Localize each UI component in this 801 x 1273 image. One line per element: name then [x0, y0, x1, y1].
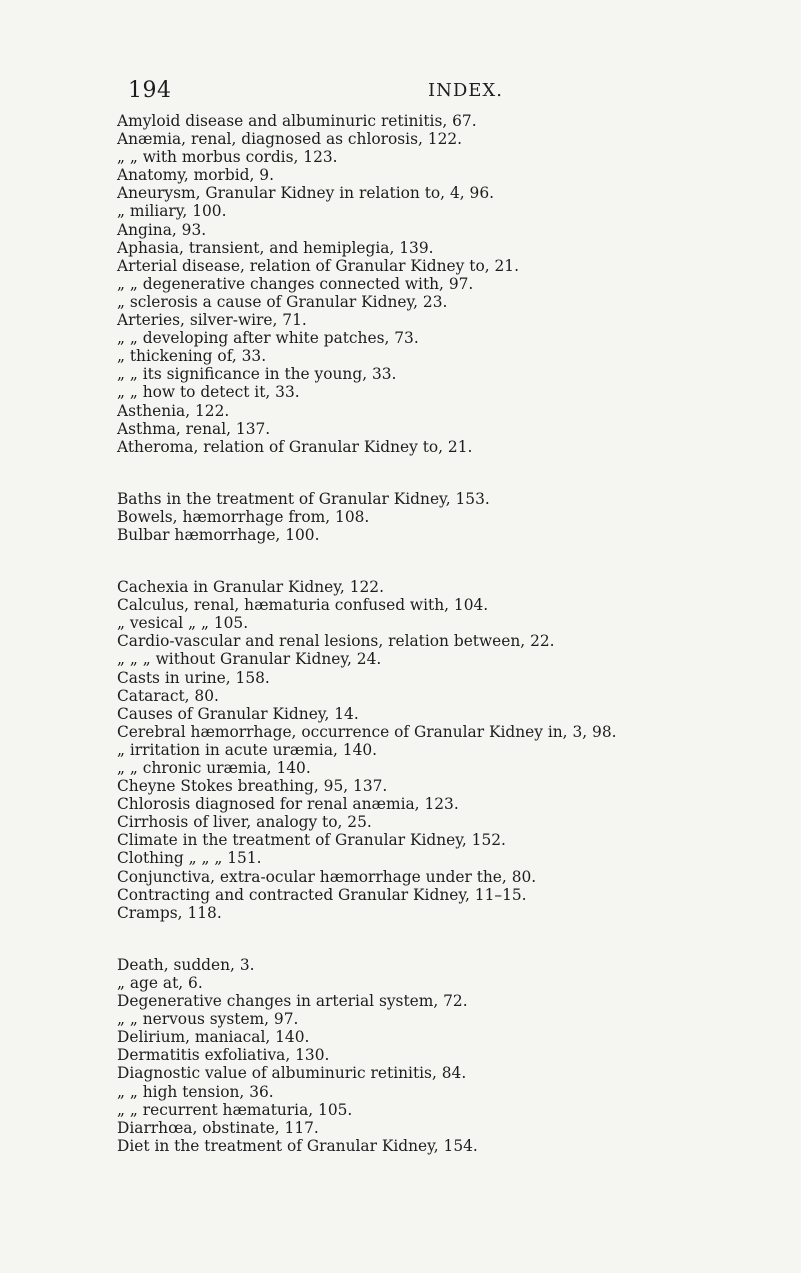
index-section-d: [117, 956, 797, 1155]
page-number: 194: [128, 78, 172, 103]
index-entry: Casts in urine, 158.: [117, 668, 270, 687]
index-entry: Bulbar hæmorrhage, 100.: [117, 525, 320, 544]
index-entry: „ irritation in acute uræmia, 140.: [117, 740, 378, 759]
running-title: INDEX.: [428, 80, 503, 101]
page-header: [128, 78, 688, 108]
index-entry: „ „ „ without Granular Kidney, 24.: [117, 650, 382, 669]
index-section-b: [117, 490, 797, 544]
index-entry: Cramps, 118.: [117, 903, 222, 922]
index-entry: Delirium, maniacal, 140.: [117, 1028, 310, 1047]
index-section-c: [117, 578, 797, 922]
index-entry: Aneurysm, Granular Kidney in relation to, 4, 96.: [117, 184, 495, 203]
index-entry: Cachexia in Granular Kidney, 122.: [117, 578, 384, 597]
index-entry: Asthma, renal, 137.: [117, 419, 271, 438]
index-entry: Anatomy, morbid, 9.: [117, 166, 274, 185]
index-entry: Aphasia, transient, and hemiplegia, 139.: [117, 238, 434, 257]
index-entry: Diagnostic value of albuminuric retinitis, 84.: [117, 1064, 467, 1083]
index-entry: „ „ how to detect it, 33.: [117, 383, 300, 402]
index-entry: „ vesical „ „ 105.: [117, 614, 249, 633]
index-entry: Arteries, silver-wire, 71.: [117, 311, 307, 330]
index-entry: „ „ high tension, 36.: [117, 1082, 274, 1101]
index-entry: Atheroma, relation of Granular Kidney to, 21.: [117, 437, 473, 456]
index-entry: Calculus, renal, hæmaturia confused with, 104.: [117, 596, 489, 615]
index-entry: Climate in the treatment of Granular Kidney, 152.: [117, 831, 506, 850]
index-entry: Causes of Granular Kidney, 14.: [117, 704, 359, 723]
index-entry: „ sclerosis a cause of Granular Kidney, 23.: [117, 292, 448, 311]
index-entry: Dermatitis exfoliativa, 130.: [117, 1046, 330, 1065]
index-entry: „ „ chronic uræmia, 140.: [117, 759, 311, 777]
index-entry: Cerebral hæmorrhage, occurrence of Granular Kidney in, 3, 98.: [117, 722, 617, 741]
index-entry: Contracting and contracted Granular Kidney, 11–15.: [117, 885, 527, 904]
index-entry: „ „ its significance in the young, 33.: [117, 365, 397, 384]
index-entry: Anæmia, renal, diagnosed as chlorosis, 122.: [117, 130, 463, 149]
index-entry: „ „ with morbus cordis, 123.: [117, 148, 338, 167]
index-entry: „ „ degenerative changes connected with, 97.: [117, 274, 474, 293]
index-entry: „ miliary, 100.: [117, 202, 227, 221]
index-entry: Angina, 93.: [117, 220, 207, 239]
index-entry: Amyloid disease and albuminuric retinitis, 67.: [117, 112, 477, 130]
index-entry: Degenerative changes in arterial system, 72.: [117, 992, 468, 1011]
index-entry: „ „ nervous system, 97.: [117, 1010, 299, 1029]
index-entry: Diet in the treatment of Granular Kidney, 154.: [117, 1136, 478, 1155]
index-entry: Conjunctiva, extra-ocular hæmorrhage under the, 80.: [117, 867, 537, 886]
index-entry: Arterial disease, relation of Granular Kidney to, 21.: [117, 256, 519, 275]
index-body: [117, 112, 797, 1155]
index-entry: Chlorosis diagnosed for renal anæmia, 123.: [117, 795, 459, 814]
index-entry: „ „ recurrent hæmaturia, 105.: [117, 1100, 353, 1119]
index-entry: „ „ developing after white patches, 73.: [117, 329, 419, 348]
index-entry: Bowels, hæmorrhage from, 108.: [117, 507, 370, 526]
index-entry: Cataract, 80.: [117, 686, 219, 705]
index-section-a: [117, 112, 797, 456]
index-entry: Baths in the treatment of Granular Kidney, 153.: [117, 489, 490, 508]
index-entry: Diarrhœa, obstinate, 117.: [117, 1118, 319, 1137]
index-entry: Clothing „ „ „ 151.: [117, 849, 262, 868]
index-entry: Cheyne Stokes breathing, 95, 137.: [117, 777, 388, 796]
index-entry: Cardio-vascular and renal lesions, relation between, 22.: [117, 632, 555, 651]
index-entry: Cirrhosis of liver, analogy to, 25.: [117, 813, 372, 832]
index-entry: Death, sudden, 3.: [117, 955, 255, 974]
index-entry: „ age at, 6.: [117, 973, 203, 992]
index-entry: „ thickening of, 33.: [117, 347, 267, 366]
index-entry: Asthenia, 122.: [117, 401, 230, 420]
